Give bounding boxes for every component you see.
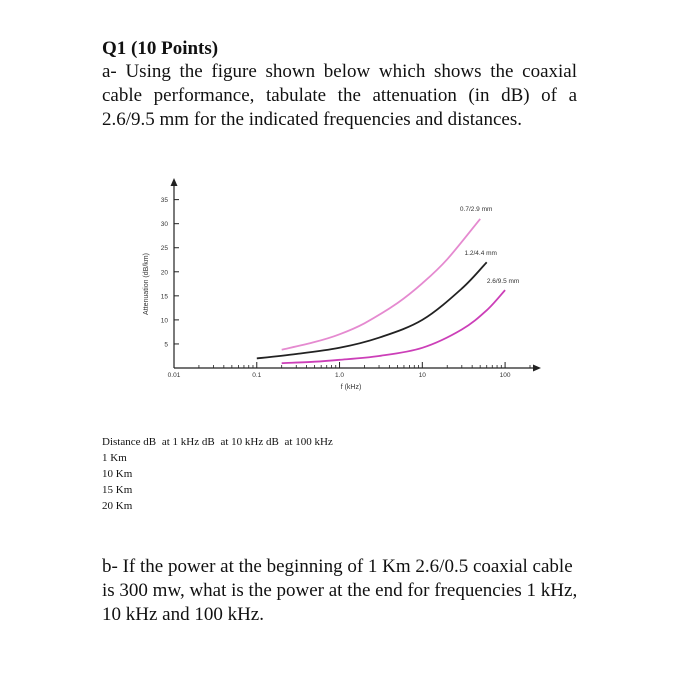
table-row-label: 1 Km bbox=[102, 452, 127, 464]
table-header: at 100 kHz bbox=[284, 436, 333, 448]
x-tick-label: 100 bbox=[499, 372, 511, 379]
x-axis-label: f (kHz) bbox=[340, 384, 362, 391]
x-tick-label: 1.0 bbox=[335, 372, 345, 379]
table-row-label: 15 Km bbox=[102, 484, 133, 496]
table-header: Distance dB bbox=[102, 436, 157, 448]
question-heading: Q1 (10 Points) bbox=[102, 38, 219, 59]
series-label: 1.2/4.4 mm bbox=[464, 250, 497, 258]
y-axis-label: Attenuation (dB/km) bbox=[143, 253, 150, 315]
table-header: at 1 kHz dB bbox=[161, 436, 215, 448]
x-axis-arrow bbox=[533, 365, 541, 372]
attenuation-table bbox=[102, 434, 336, 514]
y-tick-label: 30 bbox=[160, 221, 168, 229]
question-part-b: b- If the power at the beginning of 1 Km 2.6/0.5 coaxial cable is 300 mw, what is the power at the end for frequencies 1 kHz, 10 kHz and 100 kHz. bbox=[102, 556, 578, 625]
series-label: 0.7/2.9 mm bbox=[459, 205, 493, 213]
series-line bbox=[282, 219, 481, 350]
x-tick-label: 0.1 bbox=[252, 372, 262, 379]
x-tick-label: 10 bbox=[418, 372, 426, 379]
y-tick-label: 20 bbox=[160, 269, 168, 277]
series-label: 2.6/9.5 mm bbox=[486, 278, 520, 286]
table-header: at 10 kHz dB bbox=[220, 436, 279, 448]
y-tick-label: 35 bbox=[160, 197, 168, 205]
y-axis-arrow bbox=[171, 178, 178, 186]
question-part-a: a- Using the figure shown below which shows the coaxial cable performance, tabulate the attenuation (in dB) of a 2.6/9.5 mm for the indicated frequencies and distances. bbox=[102, 61, 577, 130]
table-row-label: 10 Km bbox=[102, 468, 133, 480]
x-tick-label: 0.01 bbox=[167, 372, 181, 379]
series-line bbox=[257, 262, 487, 358]
table-header-row bbox=[102, 434, 336, 450]
y-tick-label: 15 bbox=[160, 293, 168, 301]
y-tick-label: 25 bbox=[160, 245, 168, 253]
y-tick-label: 10 bbox=[160, 317, 168, 325]
y-tick-label: 5 bbox=[164, 341, 168, 349]
table-row-label: 20 Km bbox=[102, 500, 133, 512]
